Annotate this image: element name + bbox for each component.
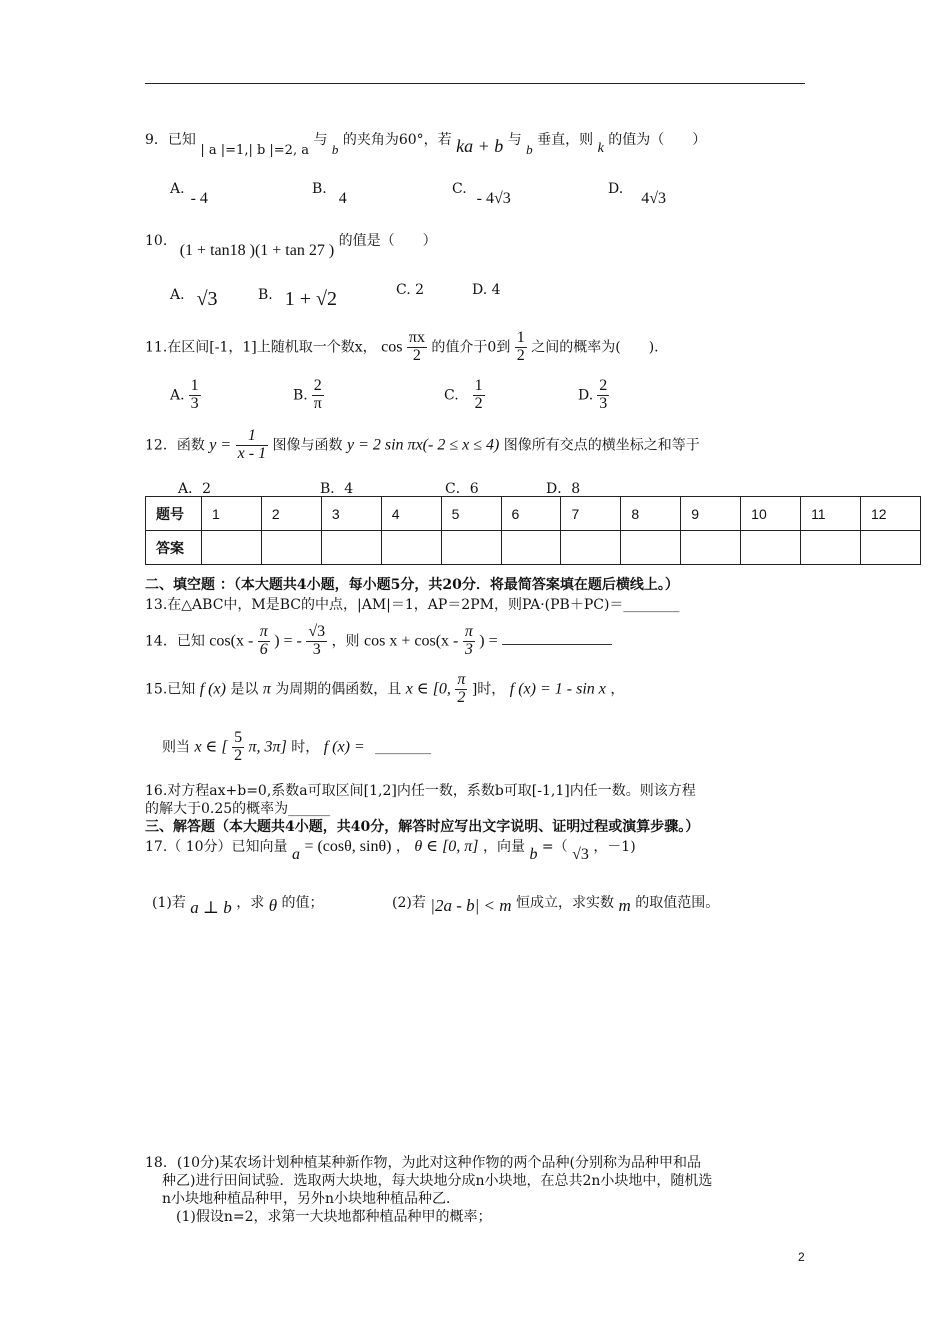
q17-text: ，向量 xyxy=(482,839,525,855)
q11-prefix: 11.在区间[-1，1]上随机取一个数x， xyxy=(145,339,377,356)
q14-prefix: 14．已知 xyxy=(145,633,205,650)
q12-tail: 图像所有交点的横坐标之和等于 xyxy=(503,437,700,454)
question-10 xyxy=(145,230,437,259)
q15-line2-prefix: 则当 xyxy=(162,739,190,756)
q17-b-tail: ，－1) xyxy=(593,839,636,855)
answer-cell[interactable] xyxy=(621,531,681,565)
answer-table-header-row xyxy=(146,497,921,531)
q12-y2: y = 2 sin πx(- 2 ≤ x ≤ 4) xyxy=(346,436,500,454)
q12-option-b: B．4 xyxy=(320,481,354,497)
section-3-heading: 三、解答题（本大题共4小题，共40分，解答时应写出文字说明、证明过程或演算步骤。） xyxy=(145,819,700,835)
q12-option-a: A．2 xyxy=(178,481,212,497)
q14-text: ，则 xyxy=(331,633,360,650)
question-16-line-2: 的解大于0.25的概率为______ xyxy=(145,801,331,817)
question-18-line-4: (1)假设n=2，求第一大块地都种植品种甲的概率； xyxy=(176,1209,492,1225)
q9-option-c: C.- 4√3 xyxy=(452,181,511,207)
q17-vector-b: b xyxy=(529,846,538,863)
q15-text: 为周期的偶函数，且 xyxy=(275,681,402,698)
table-header-label: 题号 xyxy=(146,497,202,531)
q15-domain2-tail: π, 3π] xyxy=(248,738,287,756)
q14-eq: ) = - xyxy=(274,632,302,650)
question-18-line-2: 种乙)进行田间试验．选取两大块地，每大块地分成n小块地，在总共2n小块地中，随机选 xyxy=(162,1173,713,1189)
q9-text: 的夹角为60°，若 xyxy=(342,132,452,148)
q17-sqrt3: √3 xyxy=(572,846,589,863)
table-number: 2 xyxy=(261,497,321,531)
q9-vector-b: b xyxy=(331,142,339,157)
q9-option-b: B.4 xyxy=(312,181,347,207)
q9-option-a: A.- 4 xyxy=(170,181,208,207)
q14-tail: ) = xyxy=(479,632,498,650)
question-12 xyxy=(145,428,700,463)
q11-option-c: C. $\frac{1}{2}$ xyxy=(444,377,483,412)
table-number: 9 xyxy=(681,497,741,531)
q17-b-def: =（ xyxy=(541,839,568,855)
question-14 xyxy=(145,624,612,659)
question-18-line-1: 18．(10分)某农场计划种植某种新作物，为此对这种作物的两个品种(分别称为品种甲和品 xyxy=(145,1155,702,1171)
question-13: 13.在△ABC中，M是BC的中点，|AM|＝1，AP＝2PM，则PA·(PB＋PC)＝________ xyxy=(145,597,680,613)
answer-cell[interactable] xyxy=(561,531,621,565)
question-17: 17.（ 10分）已知向量 a = (cosθ, sinθ) ， θ ∈ [0, π] ，向量 b =（ √3 ，－1) xyxy=(145,838,636,863)
answer-cell[interactable] xyxy=(321,531,381,565)
answer-cell[interactable] xyxy=(381,531,441,565)
q14-pi-3: $\frac{\pi}{3}$ xyxy=(464,623,473,658)
q17-part-2: (2)若 |2a - b| < m 恒成立，求实数 m 的取值范围。 xyxy=(392,895,720,915)
q14-root: $\frac{√3}{3}$ xyxy=(308,623,326,658)
q11-tail: 之间的概率为( ). xyxy=(531,339,659,356)
q9-option-d: D.4√3 xyxy=(608,181,666,207)
q10-expression: (1 + tan18 )(1 + tan 27 ) xyxy=(179,242,335,259)
q12-fraction: $\frac{1}{x - 1}$ xyxy=(237,427,267,462)
q9-expression: ka + b xyxy=(456,136,504,156)
table-number: 4 xyxy=(381,497,441,531)
q9-text: 与 xyxy=(507,132,522,148)
q9-tail: 的值为（ ） xyxy=(608,132,707,148)
q15-text: ]时， xyxy=(471,681,506,698)
q15-pi-2: $\frac{\pi}{2}$ xyxy=(457,671,466,706)
q11-option-b: B. $\frac{2}{\pi}$ xyxy=(293,377,322,412)
q10-option-d: D. 4 xyxy=(472,282,501,298)
table-answer-label: 答案 xyxy=(146,531,202,565)
q9-prefix: 9．已知 xyxy=(145,132,196,148)
question-16-line-1: 16.对方程ax+b=0,系数a可取区间[1,2]内任一数，系数b可取[-1,1]内任一数。则该方程 xyxy=(145,783,696,799)
q11-option-d: D. $\frac{2}{3}$ xyxy=(578,377,608,412)
q11-option-a: A. $\frac{1}{3}$ xyxy=(170,377,199,412)
question-18-line-3: n小块地种植品种甲，另外n小块地种植品种乙． xyxy=(162,1191,461,1207)
answer-cell[interactable] xyxy=(741,531,801,565)
q12-option-c: C．6 xyxy=(445,481,479,497)
question-9 xyxy=(145,128,707,158)
q11-text: 的值介于0到 xyxy=(431,339,511,356)
q17-theta-range: θ ∈ [0, π] xyxy=(414,838,479,855)
q10-number: 10. xyxy=(145,233,168,249)
q9-text: 垂直，则 xyxy=(537,132,594,148)
q17-vector-a: a xyxy=(291,846,300,863)
q15-line2-mid: 时， xyxy=(291,739,320,756)
answer-table xyxy=(145,496,921,565)
question-15-line-2 xyxy=(162,730,431,765)
q11-fraction: $\frac{\pi x}{2}$ xyxy=(408,329,425,364)
q12-option-d: D．8 xyxy=(546,481,581,497)
q10-option-a: A. √3 xyxy=(170,287,218,310)
header-rule xyxy=(145,83,805,84)
q14-expr: cos x + cos(x - xyxy=(364,632,459,650)
answer-cell[interactable] xyxy=(261,531,321,565)
answer-cell[interactable] xyxy=(681,531,741,565)
q14-lhs: cos(x - xyxy=(209,632,254,650)
answer-cell[interactable] xyxy=(202,531,262,565)
q15-domain: x ∈ [0, xyxy=(405,680,451,698)
q15-text: 是以 xyxy=(230,681,259,698)
q11-cos: cos xyxy=(381,338,403,356)
q11-half: $\frac{1}{2}$ xyxy=(516,329,525,364)
q15-domain2: x ∈ [ xyxy=(194,738,228,756)
question-15: 15.已知 f (x) 是以 π 为周期的偶函数，且 x ∈ [0, $\frac{\pi}{2}$ ]时， f (x) = 1 - sin x ， xyxy=(145,671,625,706)
q15-fx2: f (x) = xyxy=(323,738,365,756)
q15-fx: f (x) xyxy=(199,680,226,698)
q15-five-half: $\frac{5}{2}$ xyxy=(234,729,243,764)
q15-prefix: 15.已知 xyxy=(145,681,196,698)
q10-option-c: C. 2 xyxy=(396,282,425,298)
q12-prefix: 12．函数 xyxy=(145,437,205,454)
table-number: 7 xyxy=(561,497,621,531)
page-number: 2 xyxy=(798,1250,805,1264)
answer-table-answer-row xyxy=(146,531,921,565)
q17-a-def: = (cosθ, sinθ) xyxy=(304,838,392,855)
q9-k: k xyxy=(597,141,604,156)
q12-text: 图像与函数 xyxy=(272,437,343,454)
table-number: 12 xyxy=(860,497,920,531)
q15-pi: π xyxy=(262,680,271,698)
q10-tail: 的值是（ ） xyxy=(338,233,437,249)
answer-cell[interactable] xyxy=(801,531,861,565)
table-number: 5 xyxy=(441,497,501,531)
table-number: 11 xyxy=(801,497,861,531)
table-number: 10 xyxy=(741,497,801,531)
answer-cell[interactable] xyxy=(860,531,920,565)
q9-condition: | a |=1,| b |=2, a xyxy=(200,143,309,158)
table-number: 3 xyxy=(321,497,381,531)
q17-part-1: (1)若 a ⊥ b ，求 θ 的值； xyxy=(152,895,324,917)
q9-text: 与 xyxy=(313,132,328,148)
answer-cell[interactable] xyxy=(501,531,561,565)
q14-pi-6: $\frac{\pi}{6}$ xyxy=(259,623,268,658)
q10-option-b: B. 1 + √2 xyxy=(258,287,338,310)
table-number: 6 xyxy=(501,497,561,531)
q17-prefix: 17.（ 10分）已知向量 xyxy=(145,839,288,855)
table-number: 8 xyxy=(621,497,681,531)
question-11 xyxy=(145,330,659,365)
q15-answer-blank[interactable]: ________ xyxy=(375,739,432,756)
table-number: 1 xyxy=(202,497,262,531)
section-2-heading: 二、填空题 ：（本大题共4小题，每小题5分，共20分．将最简答案填在题后横线上。） xyxy=(145,577,679,593)
q15-rule: f (x) = 1 - sin x xyxy=(509,680,606,698)
q9-vector-b: b xyxy=(526,142,533,157)
answer-cell[interactable] xyxy=(441,531,501,565)
q12-y1: y = xyxy=(209,436,232,454)
q14-answer-blank[interactable] xyxy=(502,644,612,645)
